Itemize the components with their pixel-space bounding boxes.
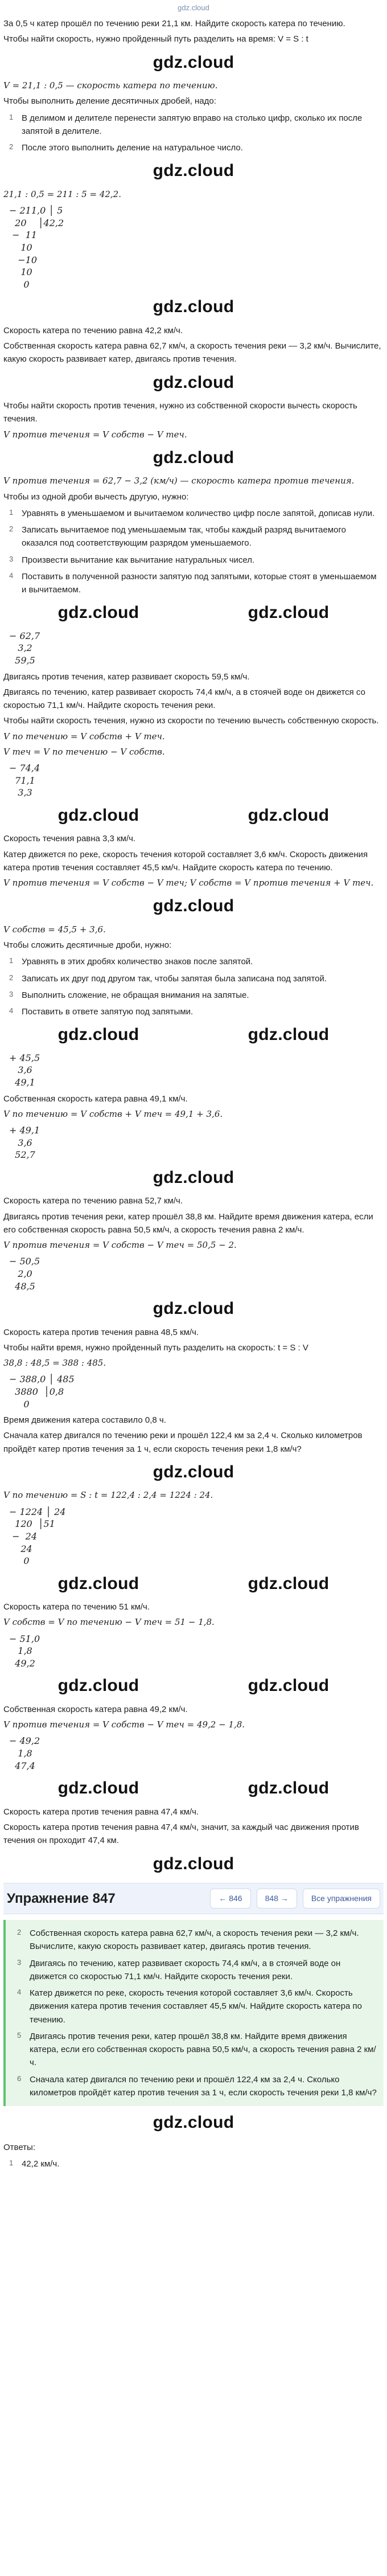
next-exercise-button[interactable]: 848 → bbox=[257, 1889, 297, 1909]
decimal-division-intro: Чтобы выполнить деление десятичных дробей, надо: bbox=[3, 96, 216, 107]
result-5b: Время движения катера составило 0,8 ч. bbox=[3, 1415, 166, 1426]
answers-label: Ответы: bbox=[3, 2142, 36, 2152]
list-item: 2 Собственная скорость катера равна 62,7 км/ч, а скорость течения реки — 3,2 км/ч. Вычислите, какую скорость развивает катер, двигаясь против течения. bbox=[17, 1928, 359, 1952]
formula-4: V против течения = 62,7 − 3,2 (км/ч) — скорость катера против течения. bbox=[3, 476, 355, 486]
watermark: gdz.cloud bbox=[153, 52, 234, 72]
task-4-text: Катер движется по реке, скорость течения которой составляет 3,6 км/ч. Скорость движения катера против течения составляет 45,5 км/ч. Найдите скорость катера по течению. bbox=[3, 849, 368, 873]
subtraction-intro: Чтобы из одной дроби вычесть другую, нужно: bbox=[3, 492, 189, 502]
watermark: gdz.cloud bbox=[57, 603, 139, 623]
list-item: 5 Двигаясь против течения реки, катер прошёл 38,8 км. Найдите время движения катера, если его собственная скорость равна 50,5 км/ч, а скорость течения равна 2 км/ч. bbox=[17, 2030, 376, 2068]
time-rule: Чтобы найти время, нужно пройденный путь разделить на скорость: t = S : V bbox=[3, 1342, 308, 1353]
task-list bbox=[11, 1927, 378, 2099]
watermark: gdz.cloud bbox=[57, 1779, 139, 1798]
exercise-nav bbox=[3, 1883, 384, 1914]
watermark: gdz.cloud bbox=[153, 297, 234, 317]
formula-8: V собств = 45,5 + 3,6. bbox=[3, 924, 106, 935]
formula-6: V теч = V по течению − V собств. bbox=[3, 746, 165, 757]
subtraction-steps bbox=[3, 507, 384, 597]
list-item: 4 Поставить в полученной разности запятую под запятыми, которые стоят в уменьшаемом и вычитаемом. bbox=[9, 571, 377, 595]
watermark: gdz.cloud bbox=[153, 161, 234, 181]
list-item: 1 В делимом и делителе перенести запятую вправо на столько цифр, сколько их после запятой в делителе. bbox=[9, 112, 363, 136]
list-item: 4 Катер движется по реке, скорость течения которой составляет 3,6 км/ч. Скорость движения катера против течения составляет 45,5 км/ч. Найдите скорость катера по течению. bbox=[17, 1988, 363, 2025]
result-5a: Скорость катера против течения равна 48,5 км/ч. bbox=[3, 1327, 199, 1337]
rule-against-current: Чтобы найти скорость против течения, нужно из собственной скорости вычесть скорость течения. bbox=[3, 401, 357, 424]
watermark: gdz.cloud bbox=[153, 896, 234, 916]
column-subtraction-1: − 62,7 3,2 59,5 bbox=[9, 630, 40, 666]
result-4b: Скорость катера по течению равна 52,7 км/ч. bbox=[3, 1196, 183, 1206]
intro-text: За 0,5 ч катер прошёл по течению реки 21,1 км. Найдите скорость катера по течению. bbox=[3, 19, 345, 29]
task-6-text: Сначала катер двигался по течению реки и прошёл 122,4 км за 2,4 ч. Сколько километров пройдёт катер против течения за 1 ч, если скорость течения реки 1,8 км/ч? bbox=[3, 1431, 363, 1454]
list-item: 1 Уравнять в уменьшаемом и вычитаемом количество цифр после запятой, дописав нули. bbox=[9, 507, 375, 518]
result-3: Скорость течения равна 3,3 км/ч. bbox=[3, 834, 136, 844]
task-box bbox=[3, 1920, 384, 2106]
list-item: 3 Двигаясь по течению, катер развивает скорость 74,4 км/ч, а в стоячей воде он движется со скоростью 71,1 км/ч. Найдите скорость течения реки. bbox=[17, 1957, 341, 1981]
watermark: gdz.cloud bbox=[153, 1462, 234, 1481]
speed-rule: Чтобы найти скорость, нужно пройденный путь разделить на время: V = S : t bbox=[3, 34, 308, 44]
watermark: gdz.cloud bbox=[57, 1025, 139, 1045]
formula-1: V = 21,1 : 0,5 — скорость катера по течению. bbox=[3, 80, 218, 91]
result-6c: Скорость катера против течения равна 47,4 км/ч. bbox=[3, 1807, 199, 1817]
column-addition-1: + 45,5 3,6 49,1 bbox=[9, 1052, 40, 1088]
watermark: gdz.cloud bbox=[153, 372, 234, 392]
column-subtraction-2: − 74,4 71,1 3,3 bbox=[9, 763, 40, 798]
long-division-3: − 1224 │ 24 120 │51 − 24 24 0 bbox=[9, 1506, 66, 1567]
watermark: gdz.cloud bbox=[248, 1025, 330, 1045]
formula-10: V против течения = V собств − V теч = 50,5 − 2. bbox=[3, 1240, 237, 1251]
list-item: 2 Записать их друг под другом так, чтобы запятая была записана под запятой. bbox=[9, 973, 327, 984]
result-1: Скорость катера по течению равна 42,2 км/ч. bbox=[3, 325, 183, 335]
list-item: 1 Уравнять в этих дробях количество знаков после запятой. bbox=[9, 956, 253, 967]
column-subtraction-3: − 50,5 2,0 48,5 bbox=[9, 1256, 40, 1292]
result-2: Двигаясь против течения, катер развивает скорость 59,5 км/ч. bbox=[3, 671, 250, 682]
watermark: gdz.cloud bbox=[153, 2113, 234, 2132]
long-division-2: − 388,0 │ 485 3880 │0,8 0 bbox=[9, 1374, 75, 1410]
addition-intro: Чтобы сложить десятичные дроби, нужно: bbox=[3, 940, 172, 951]
formula-11: 38,8 : 48,5 = 388 : 485. bbox=[3, 1358, 106, 1369]
formula-2: 21,1 : 0,5 = 211 : 5 = 42,2. bbox=[3, 189, 121, 199]
exercise-title: Упражнение 847 bbox=[7, 1891, 116, 1907]
watermark: gdz.cloud bbox=[248, 1779, 330, 1798]
list-item: 2 После этого выполнить деление на натуральное число. bbox=[9, 142, 243, 153]
watermark: gdz.cloud bbox=[248, 805, 330, 825]
formula-12: V по течению = S : t = 122,4 : 2,4 = 1224 : 24. bbox=[3, 1490, 213, 1501]
rule-current: Чтобы найти скорость течения, нужно из скорости по течению вычесть собственную скорость. bbox=[3, 716, 379, 726]
list-item: 4 Поставить в ответе запятую под запятыми. bbox=[9, 1006, 194, 1017]
watermark: gdz.cloud bbox=[248, 603, 330, 623]
list-item: 3 Произвести вычитание как вычитание натуральных чисел. bbox=[9, 554, 255, 565]
decimal-division-steps bbox=[3, 112, 384, 155]
formula-13: V собств = V по течению − V теч = 51 − 1,8. bbox=[3, 1617, 215, 1628]
watermark: gdz.cloud bbox=[153, 1854, 234, 1873]
column-addition-2: + 49,1 3,6 52,7 bbox=[9, 1125, 40, 1161]
watermark: gdz.cloud bbox=[153, 1168, 234, 1187]
task-3-text: Двигаясь по течению, катер развивает скорость 74,4 км/ч, а в стоячей воде он движется со скоростью 71,1 км/ч. Найдите скорость течения реки. bbox=[3, 687, 365, 711]
formula-14: V против течения = V собств − V теч = 49,2 − 1,8. bbox=[3, 1719, 245, 1730]
list-item: 6 Сначала катер двигался по течению реки и прошёл 122,4 км за 2,4 ч. Сколько километров пройдёт катер против течения за 1 ч, если скорость течения реки 1,8 км/ч? bbox=[17, 2074, 377, 2098]
task-5-text: Двигаясь против течения реки, катер прошёл 38,8 км. Найдите время движения катера, если его собственная скорость равна 50,5 км/ч, а скорость течения равна 2 км/ч. bbox=[3, 1211, 373, 1235]
all-exercises-button[interactable]: Все упражнения bbox=[303, 1889, 380, 1909]
formula-9: V по течению = V собств + V теч = 49,1 + 3,6. bbox=[3, 1108, 223, 1119]
result-6d: Скорость катера против течения равна 47,4 км/ч, значит, за каждый час движения против течения он проходит 47,4 км. bbox=[3, 1823, 359, 1846]
list-item: 2 Записать вычитаемое под уменьшаемым так, чтобы каждый разряд вычитаемого оказался под соответствующим разрядом уменьшаемого. bbox=[9, 525, 346, 548]
watermark: gdz.cloud bbox=[57, 1574, 139, 1593]
watermark: gdz.cloud bbox=[248, 1574, 330, 1593]
result-4a: Собственная скорость катера равна 49,1 км/ч. bbox=[3, 1094, 188, 1104]
prev-exercise-button[interactable]: ← 846 bbox=[210, 1889, 250, 1909]
long-division-1: − 211,0 │ 5 20 │42,2 − 11 10 −10 10 0 bbox=[9, 205, 64, 290]
result-6b: Собственная скорость катера равна 49,2 км/ч. bbox=[3, 1704, 188, 1714]
watermark: gdz.cloud bbox=[153, 448, 234, 467]
formula-5: V по течению = V собств + V теч. bbox=[3, 731, 165, 742]
watermark: gdz.cloud bbox=[57, 805, 139, 825]
list-item: 3 Выполнить сложение, не обращая внимания на запятые. bbox=[9, 989, 249, 1000]
answers-list bbox=[3, 2157, 384, 2170]
site-link[interactable]: gdz.cloud bbox=[178, 3, 209, 12]
answers-section bbox=[3, 2141, 384, 2171]
watermark: gdz.cloud bbox=[153, 1299, 234, 1318]
watermark: gdz.cloud bbox=[248, 1676, 330, 1696]
formula-7: V против течения = V собств − V теч; V собств = V против течения + V теч. bbox=[3, 878, 374, 888]
formula-3: V против течения = V собств − V теч. bbox=[3, 429, 187, 440]
task-2-text: Собственная скорость катера равна 62,7 км/ч, а скорость течения реки — 3,2 км/ч. Вычислите, какую скорость развивает катер, двигаясь против течения. bbox=[3, 341, 381, 365]
watermark: gdz.cloud bbox=[57, 1676, 139, 1696]
result-6a: Скорость катера по течению 51 км/ч. bbox=[3, 1602, 150, 1612]
column-subtraction-5: − 49,2 1,8 47,4 bbox=[9, 1735, 40, 1771]
list-item: 1 42,2 км/ч. bbox=[9, 2158, 60, 2169]
column-subtraction-4: − 51,0 1,8 49,2 bbox=[9, 1633, 40, 1669]
addition-steps bbox=[3, 955, 384, 1018]
